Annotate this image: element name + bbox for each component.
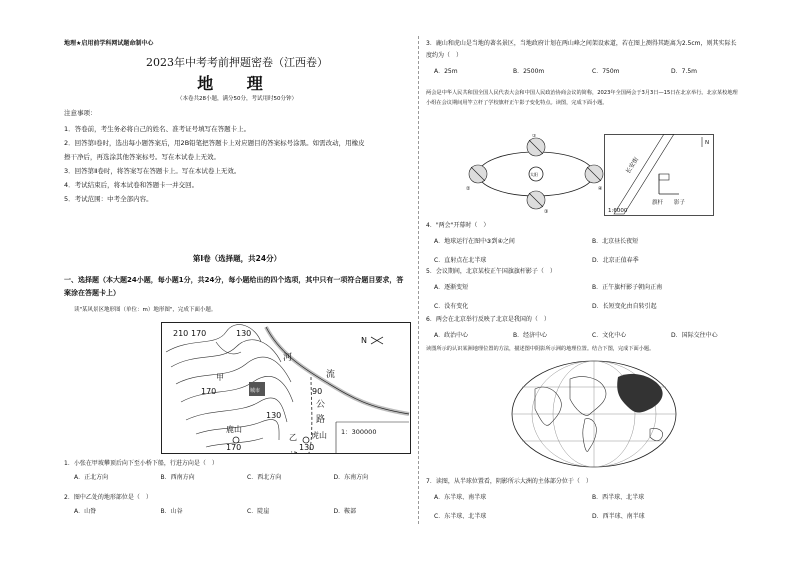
question-text: 3．鹿山和虎山是当地的著名景区，当地政府计划在两山峰之间架设索道，若在图上测得其距离为2.5cm，则其实际长度约为（ ） — [426, 40, 737, 59]
notice-title: 注意事项： — [64, 109, 97, 117]
option: D．长短变化由自转引起 — [592, 303, 657, 310]
question-4 — [426, 220, 742, 267]
flagpole-label: 旗杆 — [652, 200, 664, 206]
option: A．东半球、南半球 — [434, 494, 487, 501]
map-label: 城市 — [250, 388, 261, 394]
option: B．西半球、北半球 — [592, 494, 645, 501]
part-heading: 一、选择题（本大题24小题，每小题1分，共24分，每小题给出的四个选项，其中只有一项符合题目要求，答案涂在答题卡上） — [64, 276, 404, 297]
map-label: 90 — [312, 387, 323, 396]
scale-label: 1:6000 — [608, 208, 628, 214]
option: A．政治中心 — [434, 332, 469, 339]
shaded-continent — [617, 374, 662, 413]
notice-list — [64, 122, 410, 206]
option: D．西半球、南半球 — [592, 513, 645, 520]
map-label: 路 — [316, 415, 326, 425]
option: B．北京昼长夜短 — [592, 238, 639, 245]
passage-text: 两会是中华人民共和国全国人民代表大会和中国人民政治协商会议的简称，2023年全国两会于3月3日—15日在北京举行。北京某校地理小组在会议期间用竿立杆了学校旗杆正午影子变化特点。读图，完成下面小题。 — [426, 90, 738, 106]
option: C．西北方向 — [247, 474, 282, 481]
map-label: 170 — [201, 387, 217, 396]
map-scale: 1：300000 — [341, 428, 377, 436]
option: D．鞍部 — [333, 508, 357, 515]
orbit-diagram — [466, 134, 606, 214]
question-text: 6．两会在北京举行反映了北京是我国的（ ） — [426, 316, 550, 323]
map-label: 130 — [266, 411, 282, 420]
orbit-label: ④ — [598, 186, 603, 192]
question-3 — [426, 38, 742, 78]
notice-item: 1．答卷前，考生务必将自己的姓名、准考证号填写在答题卡上。 — [64, 125, 251, 133]
option: D．7.5m — [671, 68, 698, 75]
option: C．陡崖 — [247, 508, 270, 515]
map-label: 170 — [226, 443, 242, 452]
map-label: 乙 — [289, 433, 297, 442]
map-label: 210 — [173, 329, 189, 338]
map-label: 鹿山 — [226, 425, 242, 434]
question-5 — [426, 266, 742, 313]
option: D．东南方向 — [333, 474, 369, 481]
header-banner: 地理★启用前学科网试题命制中心 — [64, 40, 154, 47]
option: C．750m — [592, 68, 620, 75]
option: B．西南方向 — [160, 474, 195, 481]
question-text: 2．图中乙处的地形部位是（ ） — [64, 494, 152, 501]
map-label: 130 — [236, 329, 252, 338]
option: D．国际交往中心 — [671, 332, 718, 339]
question-text: 5．会议期间，北京某校正午国旗旗杆影子（ ） — [426, 268, 556, 275]
shadow-map — [604, 134, 714, 216]
notice-item: 3．回答第Ⅱ卷时，将答案写在答题卡上。写在本试卷上无效。 — [64, 167, 241, 175]
notice-item: 4．考试结束后，将本试卷和答题卡一并交回。 — [64, 181, 199, 189]
flag-icon — [659, 174, 669, 180]
map-label: 130 — [299, 443, 315, 452]
option: C．文化中心 — [592, 332, 627, 339]
question-text: 4．"两会"开幕时（ ） — [426, 222, 490, 229]
question-text: 7．读图，从半球位置看，阴影所示大洲的主体部分位于（ ） — [426, 478, 592, 485]
notice-item: 擦干净后，再选涂其他答案标号。写在本试卷上无效。 — [64, 153, 220, 161]
option: A．25m — [434, 68, 458, 75]
option: C．东半球、北半球 — [434, 513, 487, 520]
exam-title: 2023年中考考前押题密卷（江西卷） — [146, 56, 328, 69]
question-1 — [64, 458, 410, 481]
street-label: 长安街 — [624, 156, 641, 176]
orbit-label: ② — [466, 186, 471, 192]
north-arrow-icon — [371, 337, 383, 344]
exam-info: （本卷共28小题，满分50分，考试用时50分钟） — [177, 96, 297, 102]
option: A．地球运行在图中③到④之间 — [434, 238, 515, 245]
option: A．逐渐变短 — [434, 284, 469, 291]
map-intro: 读"某风景区地形图（单位：m）地形图"，完成下面小题。 — [74, 307, 217, 313]
map-label: 甲 — [216, 373, 224, 382]
orbit-label: ① — [532, 134, 537, 139]
option: A．正北方向 — [74, 474, 109, 481]
option: B．山谷 — [160, 508, 183, 515]
map-label: 流 — [326, 370, 336, 380]
notice-item: 2．回答第Ⅰ卷时，选出每小题答案后，用2B铅笔把答题卡上对应题目的答案标号涂黑。如需改动，用橡皮 — [64, 139, 365, 147]
map-north: N — [361, 336, 367, 345]
world-intro: 读图所示的认识某洲地理位置的方法，描述图中阴影所示洲的地理位置。结合下图，完成下面小题。 — [426, 346, 655, 352]
option: A．山脊 — [74, 508, 97, 515]
option: D．北京正值春季 — [592, 257, 639, 264]
north-label: N — [705, 140, 710, 146]
world-map — [510, 359, 678, 469]
map-label: 170 — [191, 329, 207, 338]
orbit-label: ③ — [544, 209, 549, 214]
question-7 — [426, 476, 742, 523]
section-title: 第Ⅰ卷（选择题，共24分） — [192, 254, 282, 263]
question-2 — [64, 492, 410, 515]
orbit-label: 太阳 — [530, 172, 538, 177]
option: B．正午旗杆影子朝向正南 — [592, 284, 663, 291]
shadow-label: 影子 — [674, 200, 686, 206]
notice-item: 5．考试范围：中考全部内容。 — [64, 195, 153, 203]
map-label: 河 — [283, 353, 293, 363]
option: C．直射点在北半球 — [434, 257, 487, 264]
map-label: 公 — [316, 400, 326, 410]
map-label: 虎山 — [311, 431, 327, 440]
option: C．没有变化 — [434, 303, 469, 310]
option: B．经济中心 — [513, 332, 548, 339]
option: B．2500m — [513, 68, 545, 75]
question-6 — [426, 314, 742, 342]
question-text: 1．小张在甲坡攀顶后向下至小桥下船，行进方向是（ ） — [64, 460, 218, 467]
subject-title: 地 理 — [197, 74, 277, 93]
column-divider — [418, 36, 420, 524]
contour-map — [161, 322, 411, 454]
